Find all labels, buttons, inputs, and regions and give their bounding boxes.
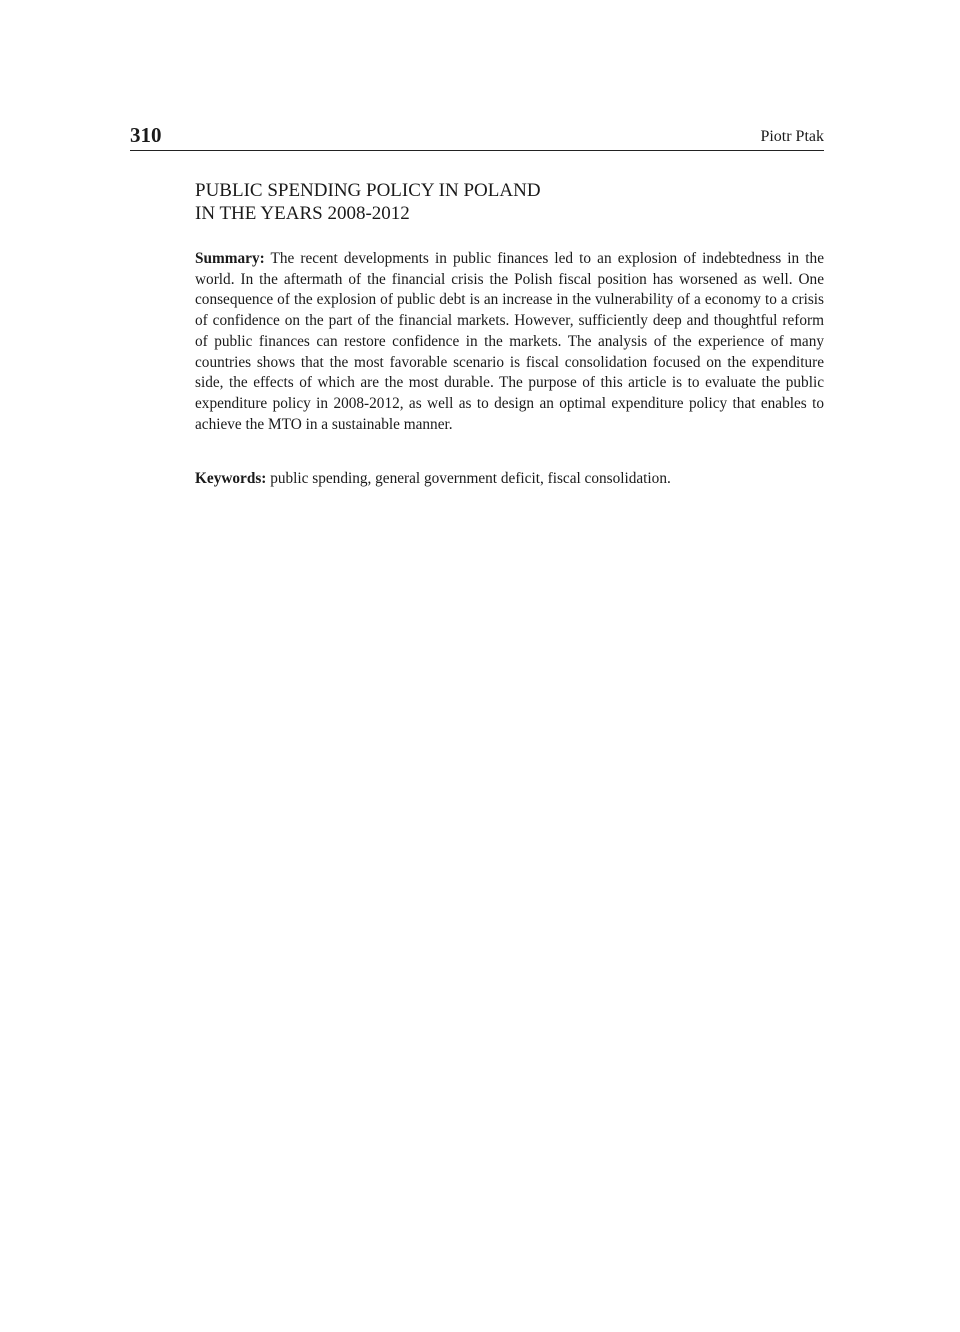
keywords-label: Keywords: <box>195 470 267 487</box>
author-name: Piotr Ptak <box>760 128 824 145</box>
article-title <box>195 179 824 225</box>
summary-label: Summary: <box>195 250 265 267</box>
keywords-text: public spending, general government deficit, fiscal consolidation. <box>270 470 671 487</box>
summary-text: The recent developments in public finances led to an explosion of indebtedness in the world. In the aftermath of the financial crisis the Polish fiscal position has worsened as well. One consequence of the explosion of public debt is an increase in the vulnerability of a economy to a crisis of confidence on the part of the financial markets. However, sufficiently deep and thoughtful reform of public finances can restore confidence in the markets. The analysis of the experience of many countries shows that the most favorable scenario is fiscal consolidation focused on the expenditure side, the effects of which are the most durable. The purpose of this article is to evaluate the public expenditure policy in 2008-2012, as well as to design an optimal expenditure policy that enables to achieve the MTO in a sustainable manner. <box>195 250 824 433</box>
keywords-paragraph <box>195 469 824 490</box>
article-title-line-1: PUBLIC SPENDING POLICY IN POLAND <box>195 180 541 201</box>
summary-paragraph <box>195 249 824 435</box>
article-title-line-2: IN THE YEARS 2008-2012 <box>195 203 410 224</box>
page-number: 310 <box>130 123 162 147</box>
running-header <box>130 122 824 151</box>
